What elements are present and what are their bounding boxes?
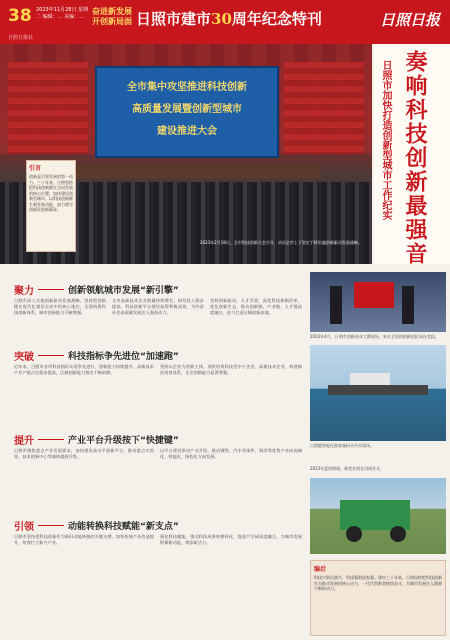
person-figure: [330, 286, 342, 324]
section-heading: [14, 432, 179, 447]
hero-stage: [60, 164, 320, 178]
hero-screen-line: 高质量发展暨创新型城市: [132, 104, 242, 115]
main-headline: 奏响科技创新最强音: [402, 50, 428, 266]
article-column: 全市高新技术企业数量持续增长，研发投入稳步提高，科技创新平台建设取得积极成效，为经济社会高质量发展注入强劲动力。: [112, 298, 204, 315]
heading-divider: [38, 289, 64, 290]
page-number: 38: [8, 6, 32, 26]
title-number: 30: [211, 10, 232, 28]
harvester-wheel: [390, 526, 406, 542]
banner-title: [136, 8, 322, 29]
hero-screen-line: 全市集中攻坚推进科技创新: [127, 82, 247, 93]
banner-slogan: 奋进新发展 开创新局面: [92, 6, 132, 26]
article-column: 日照市深入实施创新驱动发展战略，坚持把创新摆在现代化建设全局中的核心地位，全面构建科技创新体系，城市创新能力不断增强。: [14, 298, 106, 315]
event-photo: [310, 272, 446, 332]
hero-screen: [95, 66, 279, 158]
hero-flag-left: [8, 62, 88, 154]
award-board: [354, 282, 394, 308]
article-column: 近年来，日照市各项科技指标实现争先进位，创新能力持续提升，高新技术产业产值占比稳步提高，区域创新能力排名不断前移。: [14, 364, 154, 375]
intro-box: [26, 160, 76, 252]
photo-caption: 日照港智能化集装箱码头作业现场。: [310, 443, 374, 448]
article-column: 日照市坚持把科技创新作为新旧动能转换的关键支撑，加快传统产业改造提升，培育壮大新兴产业。: [14, 534, 154, 545]
article-column: 日照市聚焦重点产业发展需求，加快建设高水平创新平台，推动重点实验室、技术创新中心等载体提质升级。: [14, 448, 154, 459]
harvester-photo: [310, 478, 446, 554]
intro-heading: 引言: [29, 165, 42, 172]
hero-screen-line: 建设推进大会: [157, 126, 217, 137]
editors-note: [310, 560, 446, 636]
intro-text: 创新是引领发展的第一动力。三十年来，日照坚持把科技创新摆在全局发展的核心位置，加快建设创新型城市，以科技创新催生新发展动能，奋力谱写创新发展新篇章。: [29, 174, 73, 212]
section-keyword: 聚力: [14, 286, 34, 297]
harvester-wheel: [346, 526, 362, 542]
section-heading: [14, 518, 179, 533]
hero-caption: 2023年2月18日，全市科技创新大会召开，动员全市上下坚定不移实施创新驱动发展战略。: [200, 240, 362, 245]
article-column: 强化科技赋能，推动科技成果转移转化，促进产学研深度融合，为城市发展积蓄新动能、增添新活力。: [160, 534, 302, 545]
sub-headline: 日照市加快打造创新型城市工作纪实: [380, 60, 391, 220]
section-heading: [14, 282, 179, 297]
newspaper-logo: 日照日报: [380, 11, 441, 29]
photo-caption: 2023年4月，日照市创新创业大赛现场，来自全国的创新团队同台竞技。: [310, 334, 439, 339]
article-column: 坚持以企业为创新主体，加快培育科技型中小企业、高新技术企业，构建梯次培育体系，企业创新能力显著增强。: [160, 364, 302, 375]
heading-divider: [38, 525, 64, 526]
editors-note-text: 科技兴则民族兴，科技强则国家强。建市三十年来，日照始终把科技创新作为推动发展的核心动力，一代代创新者接续奋斗，为城市发展注入源源不断的动力。: [314, 575, 442, 591]
section-title: 产业平台升级按下“快捷键”: [68, 436, 179, 446]
section-keyword: 引领: [14, 522, 34, 533]
title-prefix: 日照市建市: [136, 10, 212, 28]
section-keyword: 突破: [14, 352, 34, 363]
title-suffix: 周年纪念特刊: [231, 10, 322, 28]
issue-info: 2023年11月28日 星期二 编辑：… 美编：…: [36, 7, 89, 20]
section-title: 科技指标争先进位“加速跑”: [68, 352, 179, 362]
article-column: 坚持创新驱动、人才引领，深化科技体制改革，优化创新生态，推动创新链、产业链、人才链深度融合，奋力打造区域创新高地。: [210, 298, 302, 315]
photo-caption: 2023年夏收期间，新型农机在田间作业。: [310, 466, 385, 471]
hero-flag-right: [284, 62, 364, 154]
editors-note-heading: 编后: [314, 566, 327, 573]
port-photo: [310, 345, 446, 441]
heading-divider: [38, 355, 64, 356]
section-heading: [14, 348, 179, 363]
ship-bridge: [350, 373, 390, 385]
page-banner: [0, 0, 450, 44]
banner-subline: 日照日报社: [8, 35, 34, 41]
person-figure: [402, 286, 414, 324]
ship-hull: [328, 385, 428, 395]
heading-divider: [38, 439, 64, 440]
article-column: 以平台建设带动产业升级，推动钢铁、汽车零部件、海洋等优势产业向高端化、智能化、绿色化方向发展。: [160, 448, 302, 459]
section-title: 动能转换科技赋能“新支点”: [68, 522, 179, 532]
section-keyword: 提升: [14, 436, 34, 447]
section-title: 创新领航城市发展“新引擎”: [68, 286, 179, 296]
